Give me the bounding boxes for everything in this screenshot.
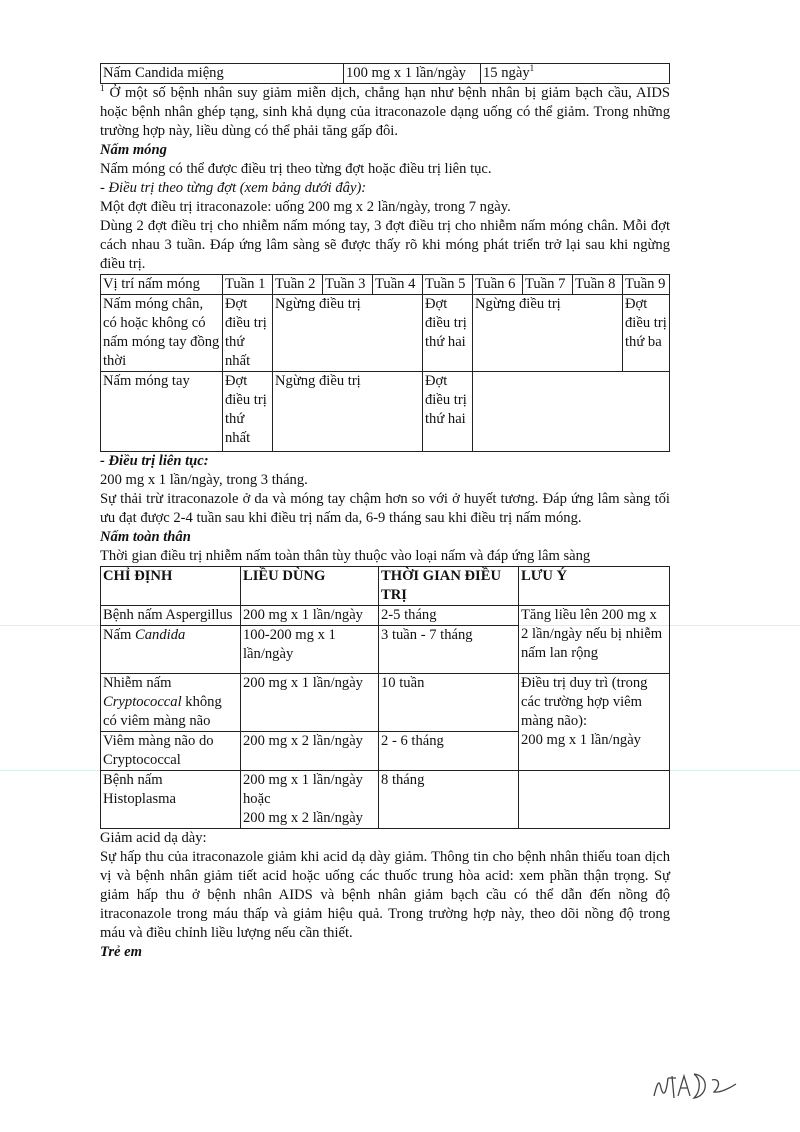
table-cell: 3 tuần - 7 tháng — [379, 626, 519, 674]
table-cell: Bệnh nấm Histoplasma — [101, 771, 241, 829]
table-cell: 200 mg x 1 lần/ngày — [241, 674, 379, 732]
column-header: CHỈ ĐỊNH — [101, 567, 241, 606]
footnote: $^1$ Ở một số bệnh nhân suy giảm miễn dịch, chẳng hạn như bệnh nhân bị giảm bạch cầu, AIDS hoặc bệnh nhân ghép tạng, sinh khả dụng của itraconazole dạng uống có thể giảm. Trong những trường hợp này, liều dùng có thể phải tăng gấp đôi. — [100, 83, 671, 139]
section-heading-nail: Nấm móng — [100, 142, 167, 158]
dose-line: 200 mg x 1 lần/ngày hoặc — [243, 772, 363, 807]
column-header: Tuần 6 — [473, 275, 523, 295]
note-text: 200 mg x 1 lần/ngày — [521, 732, 641, 748]
table-header-row — [101, 275, 670, 295]
column-header: Tuần 9 — [623, 275, 670, 295]
paragraph: Dùng 2 đợt điều trị cho nhiễm nấm móng tay, 3 đợt điều trị cho nhiễm nấm móng chân. Mỗi đợt cách nhau 3 tuần. Đáp ứng lâm sàng sẽ được thấy rõ khi móng phát triển trở lại sau khi ngừng điều trị. — [100, 218, 670, 272]
table-cell: Đợt điều trị thứ hai — [423, 372, 473, 452]
table-cell: Đợt điều trị thứ ba — [623, 295, 670, 372]
column-header: Tuần 1 — [223, 275, 273, 295]
dose-line: 200 mg x 2 lần/ngày — [243, 810, 363, 826]
table-cell: Bệnh nấm Aspergillus — [101, 606, 241, 626]
table-cell: 2 - 6 tháng — [379, 732, 519, 771]
section-heading-children: Trẻ em — [100, 944, 143, 960]
column-header: Tuần 4 — [373, 275, 423, 295]
table-cell: Ngừng điều trị — [473, 295, 623, 372]
table-cell: 10 tuần — [379, 674, 519, 732]
table-row — [101, 295, 670, 372]
table-cell: 100 mg x 1 lần/ngày — [344, 64, 481, 84]
table-cell — [241, 771, 379, 829]
section-heading-systemic: Nấm toàn thân — [100, 529, 191, 545]
table-cell: 200 mg x 1 lần/ngày — [241, 606, 379, 626]
table-cell — [519, 771, 670, 829]
dosage-table-top — [100, 63, 670, 84]
table-cell: Tăng liều lên 200 mg x 2 lần/ngày nếu bị nhiễm nấm lan rộng — [519, 606, 670, 674]
table-cell: Viêm màng não do Cryptococcal — [101, 732, 241, 771]
table-cell: Ngừng điều trị — [273, 372, 423, 452]
note-text: Điều trị duy trì (trong các trường hợp viêm màng não): — [521, 675, 648, 729]
column-header: Tuần 3 — [323, 275, 373, 295]
column-header: Tuần 8 — [573, 275, 623, 295]
table-cell: Nhiễm nấm Cryptococcal không có viêm màng não — [101, 674, 241, 732]
table-cell: 2-5 tháng — [379, 606, 519, 626]
handwritten-signature — [648, 1066, 740, 1106]
table-cell: Nấm Candida miệng — [101, 64, 344, 84]
table-cell — [473, 372, 670, 452]
table-header-row — [101, 567, 670, 606]
table-cell: Đợt điều trị thứ nhất — [223, 372, 273, 452]
table-row — [101, 674, 670, 732]
paragraph: Sự thải trừ itraconazole ở da và móng tay chậm hơn so với ở huyết tương. Đáp ứng lâm sàng tối ưu đạt được 2-4 tuần sau khi điều trị nấm da, 6-9 tháng sau khi điều trị nấm móng. — [100, 491, 670, 526]
table-cell: Đợt điều trị thứ hai — [423, 295, 473, 372]
column-header: THỜI GIAN ĐIỀU TRỊ — [379, 567, 519, 606]
table-row — [101, 372, 670, 452]
column-header: Tuần 2 — [273, 275, 323, 295]
column-header: LƯU Ý — [519, 567, 670, 606]
subheading-acid: Giảm acid dạ dày: — [100, 830, 207, 846]
table-cell: 200 mg x 2 lần/ngày — [241, 732, 379, 771]
subheading-pulse: - Điều trị theo từng đợt (xem bảng dưới đây): — [100, 180, 367, 196]
table-cell: 100-200 mg x 1 lần/ngày — [241, 626, 379, 674]
table-row — [101, 771, 670, 829]
paragraph: Sự hấp thu của itraconazole giảm khi acid dạ dày giảm. Thông tin cho bệnh nhân thiếu toan dịch vị và bệnh nhân giảm tiết acid hoặc uống các thuốc trung hòa acid: xem phần thận trọng. Sự giảm hấp thu ở bệnh nhân AIDS và bệnh nhân giảm bạch cầu có thể dẫn đến nồng độ itraconazole trong máu thấp và giảm hiệu quả. Trong trường hợp này, theo dõi nồng độ trong máu và điều chỉnh liều lượng nếu cần thiết. — [100, 849, 670, 941]
subheading-continuous: - Điều trị liên tục: — [100, 453, 209, 469]
table-cell: Đợt điều trị thứ nhất — [223, 295, 273, 372]
table-cell: Nấm móng chân, có hoặc không có nấm móng tay đồng thời — [101, 295, 223, 372]
document-page — [100, 63, 670, 962]
table-cell: Nấm móng tay — [101, 372, 223, 452]
table-row — [101, 64, 670, 84]
table-row — [101, 606, 670, 626]
paragraph: Thời gian điều trị nhiễm nấm toàn thân tùy thuộc vào loại nấm và đáp ứng lâm sàng — [100, 548, 591, 564]
table-cell: 15 ngày$^1$ — [481, 64, 670, 84]
table-cell — [519, 674, 670, 771]
column-header: Vị trí nấm móng — [101, 275, 223, 295]
paragraph: Một đợt điều trị itraconazole: uống 200 mg x 2 lần/ngày, trong 7 ngày. — [100, 199, 511, 215]
systemic-dosage-table — [100, 566, 670, 829]
column-header: LIỀU DÙNG — [241, 567, 379, 606]
table-cell: 8 tháng — [379, 771, 519, 829]
paragraph: 200 mg x 1 lần/ngày, trong 3 tháng. — [100, 472, 308, 488]
pulse-schedule-table — [100, 274, 670, 452]
column-header: Tuần 5 — [423, 275, 473, 295]
paragraph: Nấm móng có thể được điều trị theo từng đợt hoặc điều trị liên tục. — [100, 161, 492, 177]
table-cell: Nấm Candida — [101, 626, 241, 674]
table-cell: Ngừng điều trị — [273, 295, 423, 372]
column-header: Tuần 7 — [523, 275, 573, 295]
